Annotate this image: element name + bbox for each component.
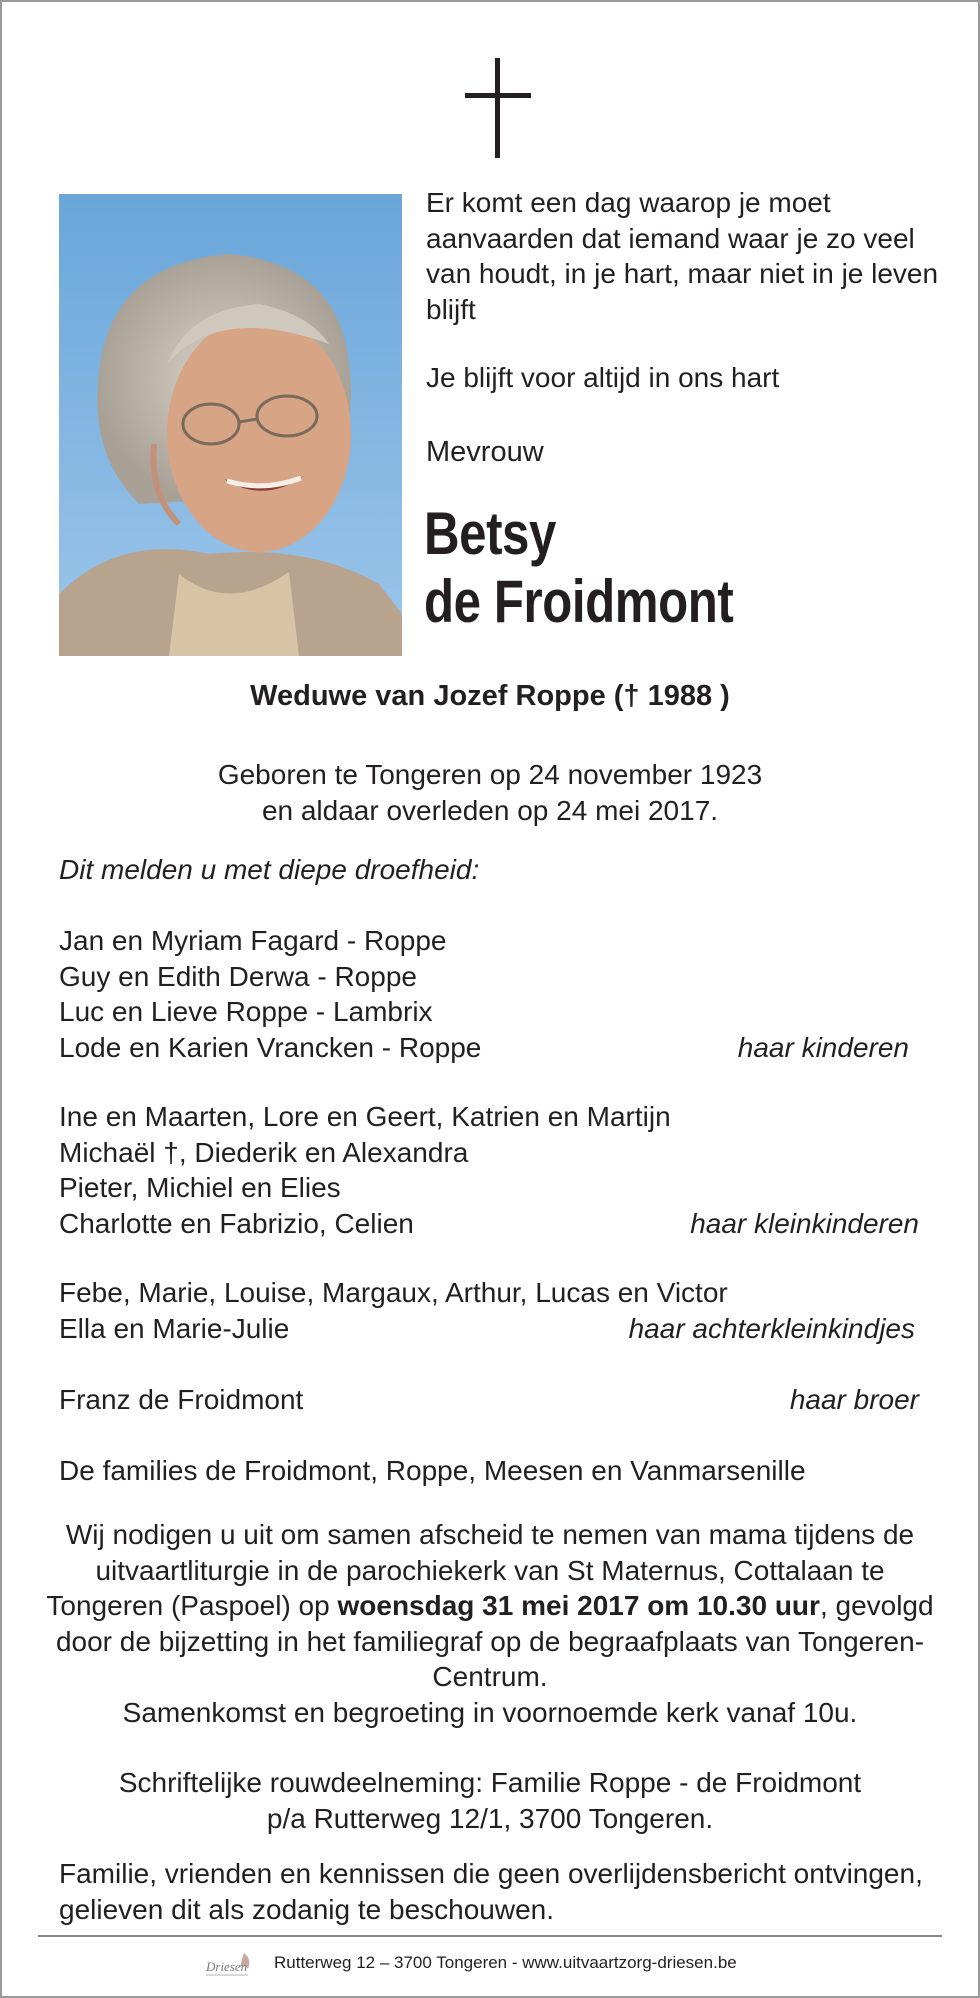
list-item: Ella en Marie-Julie haar achterkleinkindjes	[59, 1311, 919, 1347]
relation-label: haar achterkleinkindjes	[628, 1312, 915, 1344]
cross-icon	[465, 58, 531, 158]
list-item: Charlotte en Fabrizio, Celien haar kleinkinderen	[59, 1206, 919, 1242]
list-item: Pieter, Michiel en Elies	[59, 1172, 341, 1203]
announcement-intro: Dit melden u met diepe droefheid:	[59, 854, 480, 885]
honorific: Mevrouw	[426, 436, 544, 468]
list-item: Jan en Myriam Fagard - Roppe	[59, 925, 447, 956]
first-name: Betsy	[424, 500, 556, 567]
list-item: Ine en Maarten, Lore en Geert, Katrien en Martijn	[59, 1101, 671, 1132]
relation-label: haar broer	[789, 1384, 919, 1415]
condolence-line-2: p/a Rutterweg 12/1, 3700 Tongeren.	[266, 1802, 714, 1834]
poem-line-1: Er komt een dag waarop je moet aanvaarden dat iemand waar je zo veel van houdt, in je hart, maar niet in je leven blijft	[426, 187, 939, 325]
invitation-text: Wij nodigen u uit om samen afscheid te nemen van mama tijdens de uitvaartliturgie in de parochiekerk van St Maternus, Cottalaan te Tongeren (Paspoel) op woensdag 31 mei 2017 om 10.30 uur, gevolgd door de bijzetting in het familiegraf op de begraafplaats van Tongeren-Centrum.	[46, 1519, 934, 1692]
brother-group	[59, 1382, 919, 1418]
footer	[0, 1945, 980, 1985]
children-group	[59, 923, 919, 1065]
poem-line-2: Je blijft voor altijd in ons hart	[426, 362, 780, 393]
funeral-home-logo	[204, 1949, 254, 1981]
birth-death-info	[0, 757, 980, 829]
death-line: en aldaar overleden op 24 mei 2017.	[261, 795, 719, 826]
families-group	[59, 1453, 919, 1489]
condolence-line-1: Schriftelijke rouwdeelneming: Familie Roppe - de Froidmont	[118, 1767, 862, 1798]
deceased-name	[424, 500, 733, 636]
svg-text:Driesen: Driesen	[206, 1959, 248, 1974]
widow-of: Weduwe van Jozef Roppe († 1988 )	[250, 680, 730, 712]
list-item: Guy en Edith Derwa - Roppe	[59, 960, 417, 992]
condolence-address	[40, 1765, 940, 1836]
list-item: Lode en Karien Vrancken - Roppe haar kinderen	[59, 1030, 919, 1066]
funeral-date-time: woensdag 31 mei 2017 om 10.30 uur	[337, 1590, 820, 1621]
final-note: Familie, vrienden en kennissen die geen overlijdensbericht ontvingen, gelieven dit als zodanig te beschouwen.	[59, 1858, 923, 1925]
relation-label: haar kinderen	[737, 1031, 909, 1063]
birth-line: Geboren te Tongeren op 24 november 1923	[217, 759, 763, 790]
list-item: Franz de Froidmont haar broer	[59, 1382, 919, 1418]
great-grandchildren-group	[59, 1275, 919, 1346]
list-item: Michaël †, Diederik en Alexandra	[59, 1136, 469, 1168]
footer-divider	[38, 1935, 942, 1937]
families-line: De families de Froidmont, Roppe, Meesen en Vanmarsenille	[59, 1455, 806, 1486]
grandchildren-group	[59, 1099, 919, 1241]
portrait-photo	[59, 194, 402, 656]
footer-address: Rutterweg 12 – 3700 Tongeren - www.uitvaartzorg-driesen.be	[274, 1953, 737, 1972]
last-name: de Froidmont	[424, 568, 734, 635]
gathering-line: Samenkomst en begroeting in voornoemde kerk vanaf 10u.	[122, 1696, 858, 1728]
list-item: Febe, Marie, Louise, Margaux, Arthur, Lucas en Victor	[59, 1277, 728, 1308]
relation-label: haar kleinkinderen	[690, 1207, 919, 1239]
list-item: Luc en Lieve Roppe - Lambrix	[59, 996, 433, 1027]
poem	[426, 185, 946, 396]
funeral-invitation	[40, 1517, 940, 1730]
